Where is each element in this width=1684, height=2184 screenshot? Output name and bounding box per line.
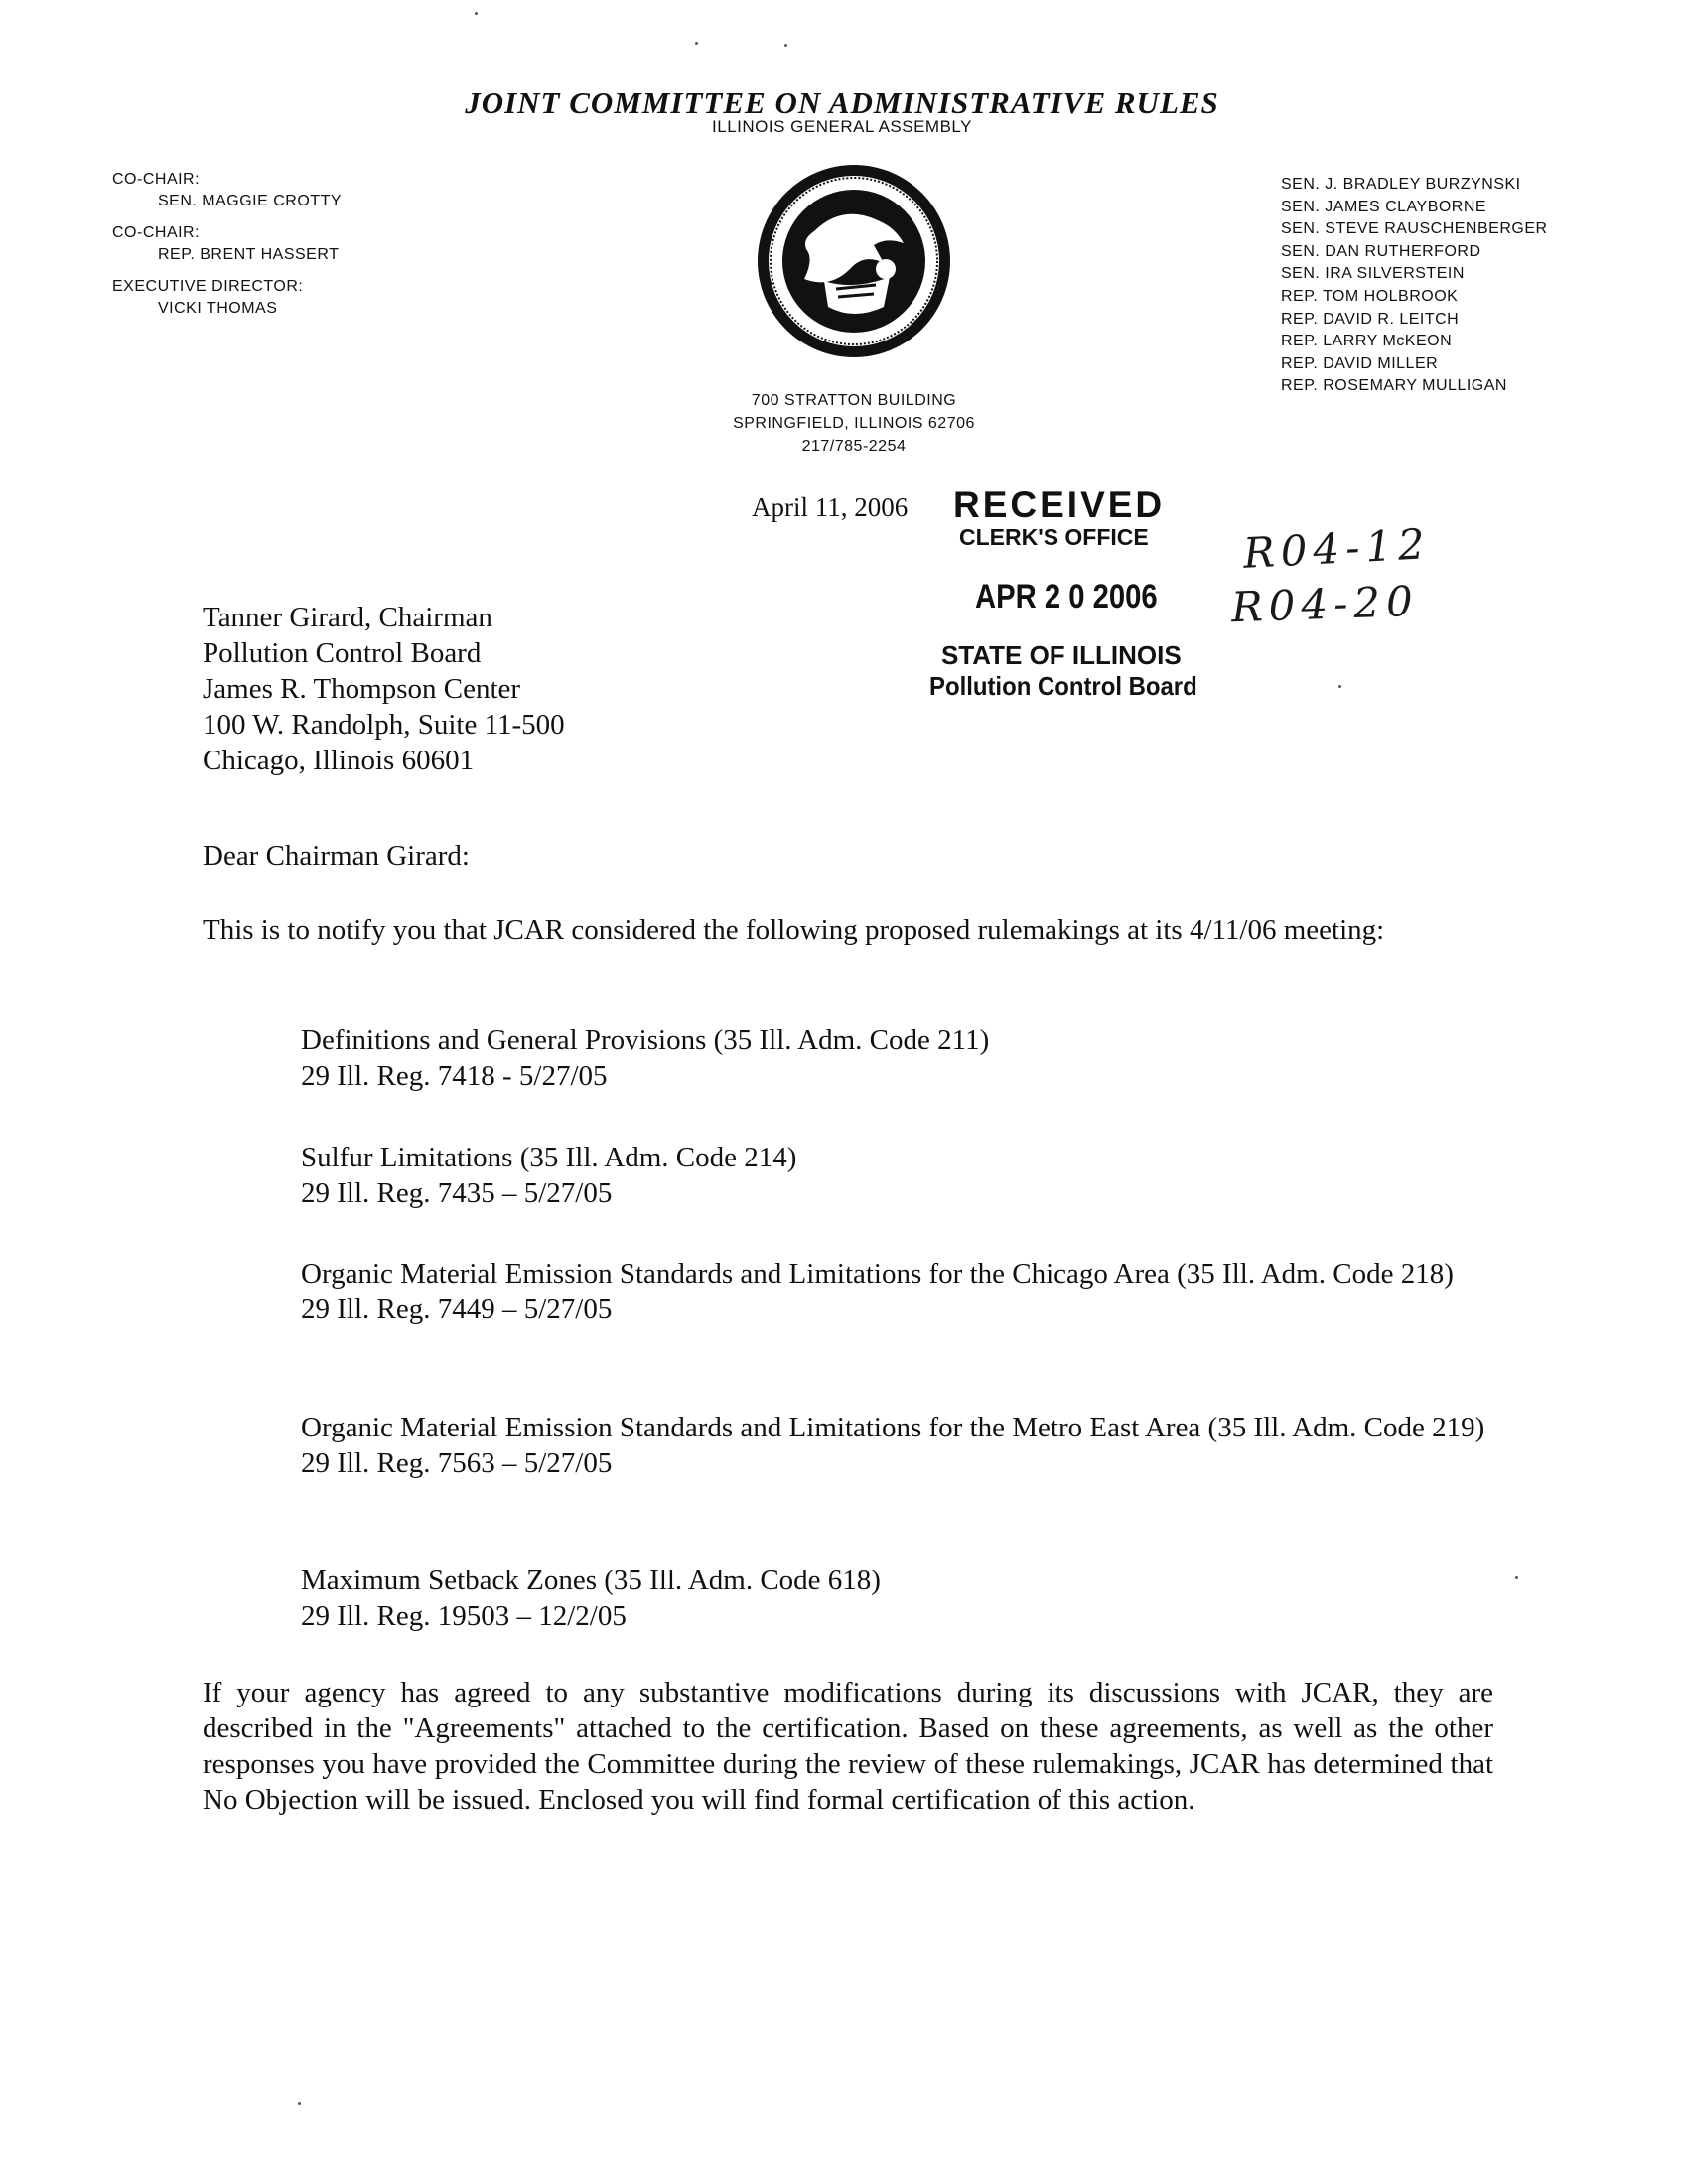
officers-list <box>112 169 342 330</box>
officer-label: EXECUTIVE DIRECTOR: <box>112 278 304 295</box>
rulemaking-citation: 29 Ill. Reg. 19503 – 12/2/05 <box>301 1600 627 1632</box>
member-name: SEN. STEVE RAUSCHENBERGER <box>1281 220 1548 238</box>
stamp-received: RECEIVED <box>953 484 1166 525</box>
rulemaking-title: Maximum Setback Zones (35 Ill. Adm. Code 618) <box>301 1565 881 1596</box>
recipient-line: James R. Thompson Center <box>203 673 521 705</box>
recipient-line: Pollution Control Board <box>203 637 482 669</box>
recipient-line: 100 W. Randolph, Suite 11-500 <box>203 709 565 741</box>
scan-speck <box>1338 685 1341 688</box>
recipient-address-block <box>203 600 565 778</box>
letter-date: April 11, 2006 <box>752 492 909 522</box>
address-line-2: SPRINGFIELD, ILLINOIS 62706 <box>733 415 975 432</box>
salutation: Dear Chairman Girard: <box>203 840 470 872</box>
rulemaking-citation: 29 Ill. Reg. 7418 - 5/27/05 <box>301 1060 608 1092</box>
scan-speck <box>695 42 698 45</box>
officer-co-chair-1 <box>112 169 342 212</box>
member-name: REP. TOM HOLBROOK <box>1281 287 1459 305</box>
members-list <box>1281 174 1548 398</box>
officer-name: REP. BRENT HASSERT <box>158 246 340 263</box>
address-line-1: 700 STRATTON BUILDING <box>751 392 957 409</box>
committee-address <box>695 389 1013 458</box>
officer-label: CO-CHAIR: <box>112 171 201 188</box>
committee-title: JOINT COMMITTEE ON ADMINISTRATIVE RULES <box>465 85 1219 120</box>
member-name: SEN. DAN RUTHERFORD <box>1281 242 1481 260</box>
recipient-line: Chicago, Illinois 60601 <box>203 745 475 776</box>
officer-name: VICKI THOMAS <box>158 300 278 317</box>
scan-speck <box>784 44 787 47</box>
stamp-date: APR 2 0 2006 <box>975 578 1158 615</box>
rulemaking-citation: 29 Ill. Reg. 7435 – 5/27/05 <box>301 1177 613 1209</box>
member-name: REP. LARRY McKEON <box>1281 333 1453 350</box>
member-name: REP. DAVID R. LEITCH <box>1281 310 1460 328</box>
officer-name: SEN. MAGGIE CROTTY <box>158 193 343 209</box>
closing-paragraph: If your agency has agreed to any substantive modifications during its discussions with JCAR, they are described in the "Agreements" attached to the certification. Based on these agreements, as well as the other responses you have provided the Committee during the review of these rulemakings, JCAR has determined that No Objection will be issued. Enclosed you will find formal certification of this action. <box>203 1677 1493 1816</box>
intro-paragraph: This is to notify you that JCAR considered the following proposed rulemakings at its 4/11/06 meeting: <box>203 914 1385 946</box>
handwritten-docket-1: R04-12 <box>1241 519 1432 578</box>
member-name: SEN. J. BRADLEY BURZYNSKI <box>1281 176 1521 193</box>
rulemaking-title: Definitions and General Provisions (35 Ill. Adm. Code 211) <box>301 1024 990 1056</box>
officer-co-chair-2 <box>112 222 342 266</box>
officer-executive-director <box>112 276 342 320</box>
scan-speck <box>475 12 478 15</box>
address-phone: 217/785-2254 <box>801 438 907 455</box>
state-seal-icon <box>755 162 953 360</box>
recipient-line: Tanner Girard, Chairman <box>203 602 492 633</box>
member-name: SEN. IRA SILVERSTEIN <box>1281 265 1465 283</box>
officer-label: CO-CHAIR: <box>112 224 201 241</box>
rulemaking-item <box>301 1256 1492 1327</box>
scan-speck <box>1515 1576 1518 1579</box>
committee-subtitle: ILLINOIS GENERAL ASSEMBLY <box>712 117 972 136</box>
member-name: REP. ROSEMARY MULLIGAN <box>1281 377 1507 395</box>
rulemaking-title: Organic Material Emission Standards and Limitations for the Chicago Area (35 Ill. Adm. Code 218) <box>301 1258 1454 1290</box>
rulemaking-title: Sulfur Limitations (35 Ill. Adm. Code 214) <box>301 1142 797 1173</box>
rulemaking-item <box>301 1140 1492 1211</box>
member-name: REP. DAVID MILLER <box>1281 354 1439 372</box>
stamp-state: STATE OF ILLINOIS <box>941 640 1182 670</box>
member-name: SEN. JAMES CLAYBORNE <box>1281 198 1487 215</box>
rulemaking-item <box>301 1410 1492 1481</box>
rulemaking-citation: 29 Ill. Reg. 7563 – 5/27/05 <box>301 1447 613 1479</box>
stamp-office: CLERK'S OFFICE <box>959 524 1149 550</box>
scan-speck <box>298 2102 301 2105</box>
handwritten-docket-2: R04-20 <box>1230 576 1420 632</box>
rulemaking-item <box>301 1563 1492 1634</box>
rulemaking-item <box>301 1023 1492 1094</box>
rulemaking-citation: 29 Ill. Reg. 7449 – 5/27/05 <box>301 1294 613 1325</box>
rulemaking-title: Organic Material Emission Standards and Limitations for the Metro East Area (35 Ill. Adm. Code 219) <box>301 1412 1485 1443</box>
stamp-board: Pollution Control Board <box>929 671 1197 701</box>
